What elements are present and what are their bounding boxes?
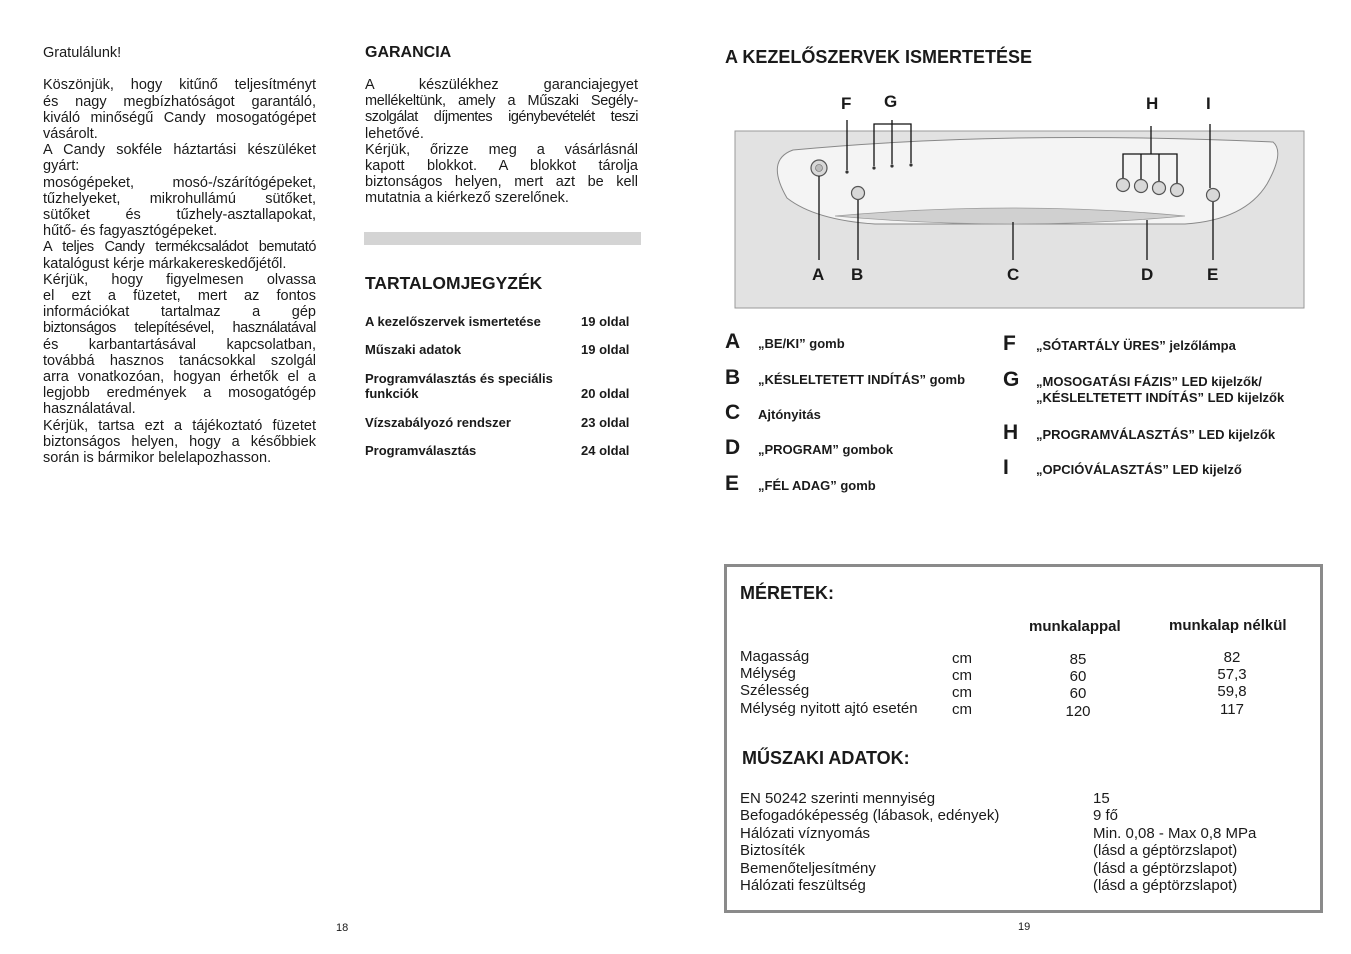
technical-label: EN 50242 szerinti mennyiség (740, 790, 936, 807)
dimension-unit: cm (952, 684, 972, 701)
toc-entry-page: 19 oldal (581, 342, 630, 357)
intro-line: során is bármikor belelapozhasson. (43, 450, 272, 467)
dimension-label: Mélység (740, 665, 796, 682)
intro-line: Kérjük, hogy figyelmesen olvassa (43, 271, 316, 288)
technical-row (740, 860, 1300, 878)
dimension-with: 85 (1069, 651, 1087, 668)
page-number-right: 19 (1018, 921, 1031, 933)
controls-title: A KEZELŐSZERVEK ISMERTETÉSE (725, 47, 1033, 67)
diagram-label-g: G (884, 92, 898, 111)
garancia-line: mellékeltünk, amely a Műszaki Segély- (365, 93, 638, 110)
toc-entry-title-line: Programválasztás és speciális (365, 371, 553, 386)
technical-row (740, 877, 1300, 895)
garancia-text (365, 77, 638, 207)
intro-line: hűtő- és fagyasztógépeket. (43, 223, 218, 240)
phase-led-3 (909, 163, 912, 166)
legend-letter: H (1003, 421, 1019, 444)
legend-letter: E (725, 472, 740, 495)
legend-text (1036, 374, 1284, 406)
intro-line: gyárt: (43, 158, 80, 175)
col-header-with-worktop: munkalappal (1029, 618, 1121, 635)
technical-label: Hálózati feszültség (740, 877, 866, 894)
garancia-line: lehetővé. (365, 125, 424, 142)
toc-entry-title-line: funkciók (365, 386, 419, 401)
intro-line: Köszönjük, hogy kitűnő teljesítményt (43, 77, 316, 94)
toc-title: TARTALOMJEGYZÉK (365, 273, 543, 293)
dimension-without: 82 (1223, 649, 1241, 666)
intro-line: és nagy megbízhatóságot garantáló, (43, 93, 316, 110)
diagram-label-f: F (841, 94, 852, 113)
intro-line: továbbá hasznos tanácsokkal szolgál (43, 352, 316, 369)
garancia-line: szolgálat díjmentes igénybevételét teszi (365, 109, 638, 126)
intro-line: és karbantartásával kapcsolatban, (43, 336, 316, 353)
intro-line: biztonságos telepítésével, használatával (43, 320, 316, 337)
toc-row[interactable] (365, 342, 637, 358)
technical-value: (lásd a géptörzslapot) (1093, 842, 1238, 859)
technical-value: 9 fő (1093, 807, 1119, 824)
toc-entry-title: Programválasztás (365, 443, 477, 458)
legend-text: Ajtónyitás (758, 407, 821, 422)
intro-line: A Candy sokféle háztartási készüléket (43, 142, 316, 159)
legend-letter: D (725, 436, 741, 459)
dimension-unit: cm (952, 701, 972, 718)
toc-entry-page: 20 oldal (581, 386, 630, 401)
half-load-button[interactable] (1207, 189, 1220, 202)
dimension-with: 120 (1065, 703, 1091, 720)
program-button-2[interactable] (1135, 180, 1148, 193)
legend-letter: F (1003, 332, 1016, 355)
toc-entry-page: 19 oldal (581, 314, 630, 329)
dimension-with: 60 (1069, 668, 1087, 685)
section-divider-bar (364, 232, 641, 245)
dimension-without: 117 (1220, 701, 1244, 718)
diagram-label-h: H (1146, 94, 1159, 113)
dimension-label: Magasság (740, 648, 810, 665)
technical-value: (lásd a géptörzslapot) (1093, 860, 1238, 877)
legend-text: „PROGRAMVÁLASZTÁS” LED kijelzők (1036, 427, 1276, 442)
toc-row[interactable] (365, 371, 637, 403)
phase-led-2 (890, 164, 893, 167)
toc-entry-title: Műszaki adatok (365, 342, 462, 357)
dimension-without: 57,3 (1217, 666, 1247, 683)
intro-line: tűzhelyeket, mikrohullámú sütőket, (43, 190, 316, 207)
technical-value: Min. 0,08 - Max 0,8 MPa (1093, 825, 1257, 842)
garancia-line: mutatnia a kiérkező szerelőnek. (365, 190, 569, 207)
diagram-label-e: E (1207, 265, 1219, 284)
program-button-4[interactable] (1171, 184, 1184, 197)
intro-line: használatával. (43, 401, 136, 418)
dimension-row (740, 648, 1300, 666)
legend-text: „FÉL ADAG” gomb (758, 478, 876, 493)
toc-entry-page: 23 oldal (581, 415, 630, 430)
technical-row (740, 842, 1300, 860)
technical-value: 15 (1093, 790, 1110, 807)
phase-led-1 (872, 166, 875, 169)
toc-row[interactable] (365, 415, 637, 431)
technical-row (740, 790, 1300, 808)
legend-letter: B (725, 366, 741, 389)
diagram-label-d: D (1141, 265, 1154, 284)
legend-letter: I (1003, 456, 1009, 479)
dimension-with: 60 (1069, 685, 1087, 702)
dimensions-title: MÉRETEK: (740, 583, 834, 603)
toc-entry-page: 24 oldal (581, 443, 630, 458)
legend-text: „PROGRAM” gombok (758, 442, 894, 457)
intro-line: A teljes Candy termékcsaládot bemutató (43, 239, 316, 256)
intro-line: Kérjük, tartsa ezt a tájékoztató füzetet (43, 417, 316, 434)
intro-line: arra vonatkozóan, hogyan érhetők el a (43, 369, 316, 386)
toc-entry-title: A kezelőszervek ismertetése (365, 314, 541, 329)
diagram-label-i: I (1206, 94, 1211, 113)
technical-label: Befogadóképesség (lábasok, edények) (740, 807, 1000, 824)
salt-empty-indicator (845, 170, 848, 173)
toc-row[interactable] (365, 443, 637, 459)
diagram-label-b: B (851, 265, 864, 284)
technical-title: MŰSZAKI ADATOK: (742, 748, 910, 768)
dimension-row (740, 700, 1300, 718)
dimension-label: Mélység nyitott ajtó esetén (740, 700, 918, 717)
toc-entry-title (365, 371, 570, 401)
legend-text-line: „KÉSLELTETETT INDÍTÁS” LED kijelzők (1036, 390, 1285, 405)
delay-start-button[interactable] (852, 187, 865, 200)
garancia-title: GARANCIA (365, 44, 452, 61)
program-button-1[interactable] (1117, 179, 1130, 192)
intro-line: vásárolt. (43, 126, 98, 142)
control-panel-diagram (725, 120, 1315, 315)
legend-text: „BE/KI” gomb (758, 336, 845, 351)
toc-row[interactable] (365, 314, 637, 330)
on-off-button-inner (816, 165, 823, 172)
dimension-row (740, 665, 1300, 683)
dimension-unit: cm (952, 667, 972, 684)
intro-line: sütőket és tűzhely-asztallapokat, (43, 207, 316, 224)
intro-line (43, 61, 316, 77)
intro-line: el ezt a füzetet, mert az fontos (43, 288, 316, 305)
intro-line: mosógépeket, mosó-/szárítógépeket, (43, 174, 316, 191)
legend-text: „KÉSLELTETETT INDÍTÁS” gomb (758, 372, 966, 387)
technical-label: Hálózati víznyomás (740, 825, 871, 842)
program-button-3[interactable] (1153, 182, 1166, 195)
technical-value: (lásd a géptörzslapot) (1093, 877, 1238, 894)
intro-line: legjobb eredmények a mosogatógép (43, 385, 316, 402)
garancia-line: Kérjük, őrizze meg a vásárlásnál (365, 141, 638, 158)
garancia-line: A készülékhez garanciajegyet (365, 77, 638, 93)
technical-row (740, 807, 1300, 825)
legend-text-line: „MOSOGATÁSI FÁZIS” LED kijelzők/ (1036, 374, 1262, 389)
legend-text: „SÓTARTÁLY ÜRES” jelzőlámpa (1036, 338, 1236, 353)
dimension-label: Szélesség (740, 682, 810, 699)
page-number-left: 18 (336, 922, 349, 934)
intro-line: Gratulálunk! (43, 45, 122, 61)
technical-label: Bemenőteljesítmény (740, 860, 876, 877)
dimension-row (740, 682, 1300, 700)
legend-letter: A (725, 330, 741, 353)
diagram-label-c: C (1007, 265, 1020, 284)
toc-entry-title: Vízszabályozó rendszer (365, 415, 511, 430)
garancia-line: kapott blokkot. A blokkot tárolja (365, 158, 638, 175)
intro-line: biztonságos helyen, hogy a későbbiek (43, 433, 316, 450)
diagram-label-a: A (812, 265, 825, 284)
dimension-unit: cm (952, 650, 972, 667)
technical-label: Biztosíték (740, 842, 806, 859)
legend-text: „OPCIÓVÁLASZTÁS” LED kijelző (1036, 462, 1242, 477)
intro-line: kiváló minőségű Candy mosogatógépet (43, 109, 316, 126)
intro-text (43, 45, 316, 466)
intro-line: információkat tartalmaz a gép (43, 304, 316, 321)
legend-letter: C (725, 401, 741, 424)
technical-row (740, 825, 1300, 843)
legend-letter: G (1003, 368, 1020, 391)
col-header-without-worktop: munkalap nélkül (1169, 617, 1287, 634)
dimension-without: 59,8 (1217, 683, 1247, 700)
garancia-line: biztonságos helyen, mert azt be kell (365, 174, 638, 191)
intro-line: katalógust kérje márkakereskedőjétől. (43, 255, 287, 272)
